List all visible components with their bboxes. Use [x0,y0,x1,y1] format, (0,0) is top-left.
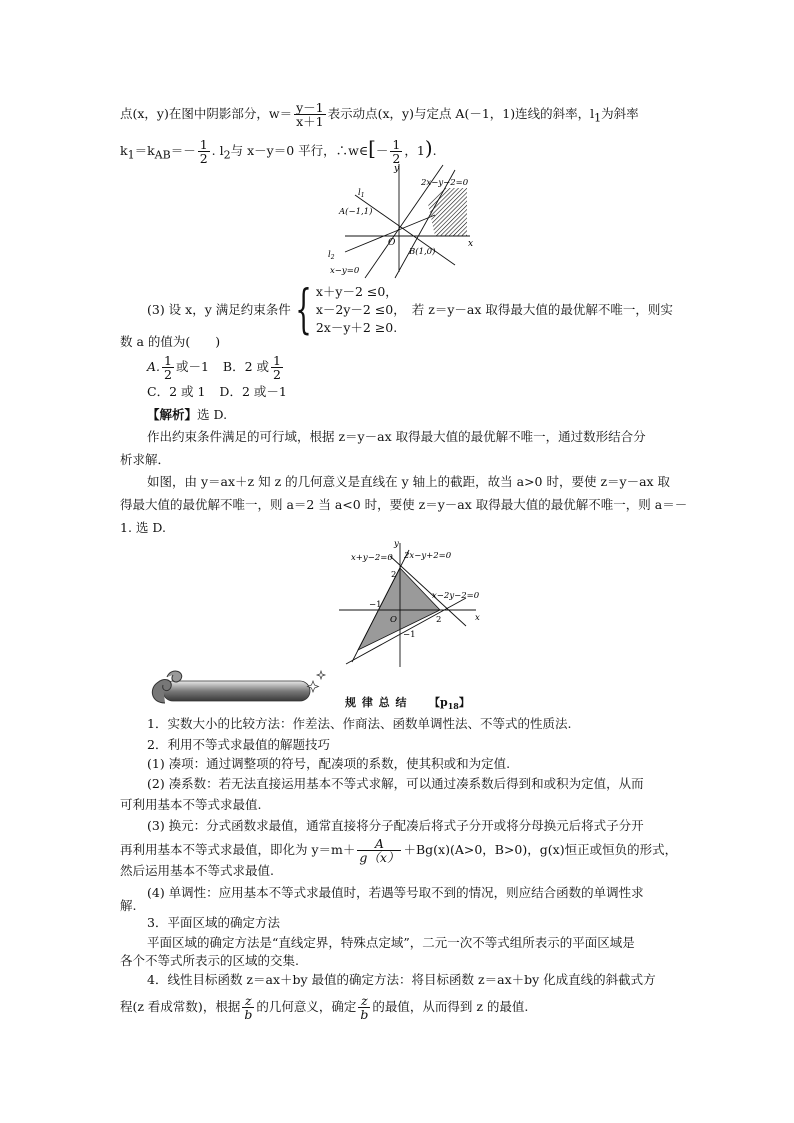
frac-den: b [244,1007,253,1022]
text-line: 2．利用不等式求最值的解题技巧 [147,737,330,752]
frac-den: 2 [164,367,172,382]
text-span: 选 D. [197,407,228,422]
tag: 【解析】 [147,407,198,422]
tick-label: 2 [436,615,442,625]
brace: { [295,280,312,340]
page-ref-num: 18 [447,701,459,712]
text-line: 4．线性目标函数 z＝ax＋by 最值的确定方法：将目标函数 z＝ax＋by 化成直线的斜截式方 [147,972,656,987]
text-line: 得最大值的最优解不唯一，则 a＝2 当 a<0 时，要使 z＝y－ax 取得最大值的最优解不唯一，则 a＝－ [120,497,688,512]
tick-label: −1 [403,630,416,640]
text-line: 3．平面区域的确定方法 [147,915,280,930]
line-label: x−y=0 [330,266,360,276]
frac-den: g（x） [359,850,400,865]
line-label: x+y−2=0 [351,553,393,563]
text-line: 数 a 的值为( ) [120,334,221,349]
page-ref-close: 】 [458,696,470,709]
fraction [198,138,210,165]
text-span: 表示动点(x，y)与定点 A(－1，1)连线的斜率，l [327,106,595,121]
page-ref-open: 【p [429,696,448,709]
text-span: k [120,143,128,158]
analysis-tag [147,406,227,424]
fraction-w [294,101,326,128]
text-span: ，1 [404,143,425,158]
text-span: . [432,143,437,158]
line-label: 2x−y−2=0 [421,178,469,188]
tick-label: 2 [391,570,397,580]
text-span: － [375,143,389,158]
option-label: A. [147,359,161,374]
frac-num: 1 [273,353,281,368]
frac-den: 2 [199,151,208,166]
frac-num: 1 [164,353,172,368]
text-line: (4) 单调性：应用基本不等式求最值时，若遇等号取不到的情况，则应结合函数的单调性求 [147,885,644,900]
banner-bar [163,681,310,701]
text-line: 析求解． [120,452,171,467]
text-span: 点(x，y)在图中阴影部分，w＝ [120,106,293,121]
shaded-region [428,188,467,236]
text-line: (3) 换元：分式函数求最值，通常直接将分子配凑后将式子分开或将分母换元后将式子分开 [147,818,644,833]
text-span: 再利用基本不等式求最值，即化为 y＝m＋ [120,842,356,857]
subscript: 1 [594,111,602,125]
bracket: ) [424,136,433,160]
figure-2 [336,540,486,670]
fraction [357,837,401,864]
text-span: 若 z＝y－ax 取得最大值的最优解不唯一，则实 [411,302,673,317]
text-span: . l [211,143,224,158]
figure-1 [325,160,485,280]
text-line [120,994,528,1021]
constraint: x＋y－2 ≤0， [315,284,398,299]
text-line: 如图，由 y＝ax＋z 知 z 的几何意义是直线在 y 轴上的截距，故当 a>0 时，要使 z＝y－ax 取 [147,474,671,489]
frac-den: x＋1 [296,114,324,129]
text-span: 为斜率 [601,106,639,121]
text-line [120,837,677,864]
page-ref [429,696,470,712]
text-span: 或－1 [175,359,209,374]
point-a-label: A(−1,1) [339,207,373,217]
frac-num: y－1 [296,100,324,115]
bracket: [ [368,136,376,160]
origin-label: O [390,615,397,625]
frac-num: A [357,837,401,851]
axis-label-y: y [394,540,399,549]
text-span: D．2 或－1 [219,384,287,399]
text-line: 1. 选 D. [120,520,166,535]
text-line: 各个不等式所表示的区域的交集. [120,953,299,968]
subscript: 1 [127,148,135,162]
text-line [120,101,639,128]
point-b-label: B(1,0) [409,247,436,257]
banner-title-text: 规 律 总 结 [345,696,408,709]
banner-title [345,694,470,711]
text-line: 1．实数大小的比较方法：作差法、作商法、函数单调性法、不等式的性质法. [147,716,572,731]
options-ab [147,354,285,381]
fraction [271,354,283,381]
subscript: AB [154,148,171,162]
axis-label-x: x [468,239,474,249]
l2-label: $l_2$ [328,250,335,261]
text-span: 与 x－y＝0 平行，∴w∈ [230,143,369,158]
text-line: 可利用基本不等式求最值. [120,797,262,812]
text-line: (2) 凑系数：若无法直接运用基本不等式求解，可以通过凑系数后得到和或积为定值，从而 [147,776,644,791]
text-span: 的几何意义，确定 [256,999,357,1014]
constraint: 2x－y＋2 ≥0. [315,320,398,335]
constraint: x－2y－2 ≤0， [315,302,406,317]
axis-label-y: y [394,164,400,174]
frac-num: 1 [199,137,208,152]
fraction [242,994,254,1021]
axis-label-x: x [475,613,480,623]
text-span: 的最值，从而得到 z 的最值. [372,999,529,1014]
text-line: 作出约束条件满足的可行域，根据 z＝y－ax 取得最大值的最优解不唯一，通过数形结合分 [147,429,646,444]
text-span: 程(z 看成常数)，根据 [120,999,241,1014]
frac-num: z [358,994,370,1008]
text-line: 平面区域的确定方法是“直线定界，特殊点定域”，二元一次不等式组所表示的平面区域是 [147,935,635,950]
options-cd [147,383,287,401]
text-span: C．2 或 1 [147,384,206,399]
frac-den: 2 [392,151,401,166]
line-label: 2x−y+2=0 [404,551,452,561]
text-span: B．2 或 [222,359,270,374]
fraction [358,994,370,1021]
text-span: (3) 设 x，y 满足约束条件 [147,302,291,317]
text-span: ＋Bg(x)(A>0，B>0)，g(x)恒正或恒负的形式， [403,842,678,857]
frac-den: 2 [273,367,281,382]
frac-num: z [242,994,254,1008]
frac-num: 1 [392,137,401,152]
tick-label: −1 [369,600,382,610]
constraint-system [316,283,406,337]
sparkle-icon [317,671,325,679]
text-line: (1) 凑项：通过调整项的符号，配凑项的系数，使其积或和为定值. [147,756,511,771]
fraction [162,354,174,381]
text-line: 然后运用基本不等式求最值. [120,863,274,878]
line-label: x−2y−2=0 [432,591,480,601]
frac-den: b [360,1007,369,1022]
text-span: ＝k [134,143,155,158]
question-3 [147,280,673,340]
subscript: 2 [223,148,231,162]
section-banner [143,667,333,709]
l1-label: $l_1$ [358,188,365,199]
text-span: ＝－ [170,143,196,158]
origin-label: O [388,238,396,248]
text-line: 解. [120,898,137,913]
